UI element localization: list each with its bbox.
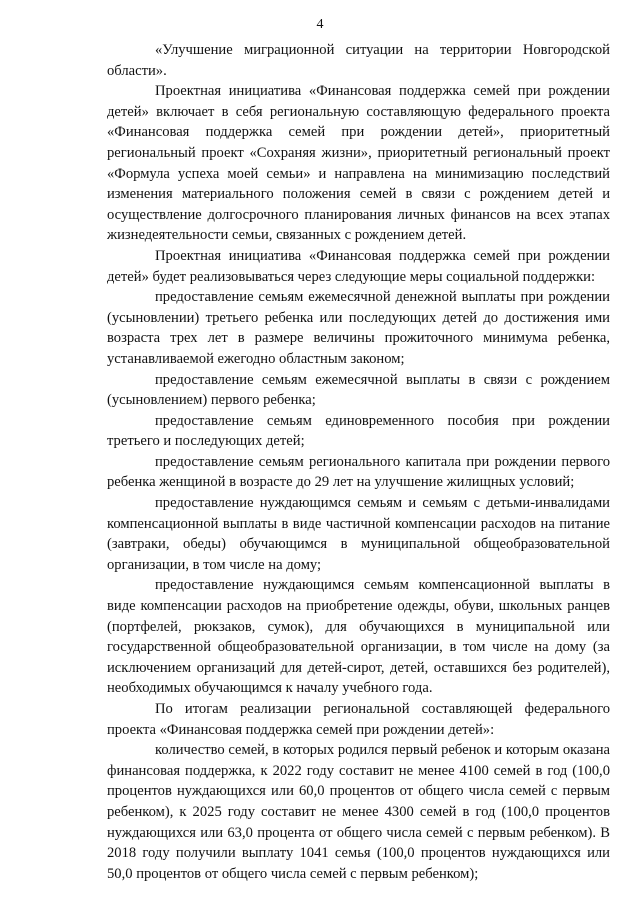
list-paragraph: предоставление семьям единовременного пособия при рождении третьего и последующих детей; bbox=[107, 412, 610, 450]
paragraph: По итогам реализации региональной составляющей федерального проекта «Финансовая поддержка семей при рождении детей»: bbox=[107, 701, 610, 738]
list-paragraph: предоставление семьям ежемесячной выплаты в связи с рождением (усыновлением) первого ребенка; bbox=[107, 371, 610, 409]
paragraph: Проектная инициатива «Финансовая поддержка семей при рождении детей» будет реализовываться через следующие меры социальной поддержки: bbox=[107, 247, 610, 285]
list-paragraph: предоставление нуждающимся семьям компенсационной выплаты в виде компенсации расходов на приобретение одежды, обуви, школьных ранцев (портфелей, рюкзаков, сумок), для обучающихся в муниципальной или государственной общеобразовательной организации, в том числе на дому (за исключением организаций для детей-сирот, детей, оставшихся без родителей), необходимых обучающимся к началу учебного года. bbox=[107, 577, 610, 697]
list-paragraph: предоставление нуждающимся семьям и семьям с детьми-инвалидами компенсационной выплаты в виде частичной компенсации расходов на питание (завтраки, обеды) обучающимся в муниципальной общеобразовательной организации, в том числе на дому; bbox=[107, 495, 610, 573]
paragraph: Проектная инициатива «Финансовая поддержка семей при рождении детей» включает в себя региональную составляющую федерального проекта «Финансовая поддержка семей при рождении детей», приоритетный региональный проект «Сохраняя жизни», приоритетный региональный проект «Формула успеха моей семьи» и направлена на минимизацию последствий изменения материального положения семей в связи с рождением детей и осуществление долгосрочного планирования личных финансов на всех этапах жизнедеятельности семьи, связанных с рождением детей. bbox=[107, 83, 610, 244]
page-number: 4 bbox=[316, 17, 324, 32]
document-body bbox=[107, 40, 610, 884]
paragraph: «Улучшение миграционной ситуации на территории Новгородской области». bbox=[107, 42, 610, 79]
list-paragraph: предоставление семьям ежемесячной денежной выплаты при рождении (усыновлении) третьего ребенка или последующих детей до достижения ими возраста трех лет в размере величины прожиточного минимума ребенка, устанавливаемой ежегодно областным законом; bbox=[107, 289, 610, 367]
list-paragraph: предоставление семьям регионального капитала при рождении первого ребенка женщиной в возрасте до 29 лет на улучшение жилищных условий; bbox=[107, 453, 610, 491]
list-paragraph: количество семей, в которых родился первый ребенок и которым оказана финансовая поддержка, к 2022 году составит не менее 4100 семей в год (100,0 процентов нуждающихся или 60,0 процентов от общего числа семей с первым ребенком), к 2025 году составит не менее 4300 семей в год (100,0 процентов нуждающихся или 63,0 процента от общего числа семей с первым ребенком). В 2018 году получили выплату 1041 семья (100,0 процентов нуждающихся или 50,0 процентов от общего числа семей с первым ребенком); bbox=[107, 742, 610, 882]
